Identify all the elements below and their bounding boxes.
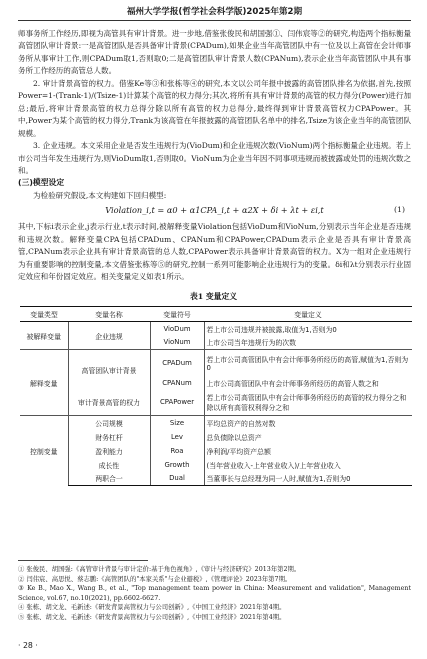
cell-type: 被解释变量 — [20, 322, 68, 350]
cell-name: 公司规模 — [68, 416, 150, 430]
header-variable-definition: 变量定义 — [204, 307, 412, 322]
footnote-item: ③ Ke B., Mao X., Wang B., et al., "Top management team power in China: Measurement and validation", Management Science, vol.67, no.10(2021), pp.6602-6627. — [18, 585, 411, 602]
cell-definition: 净利润/平均资产总额 — [204, 444, 412, 458]
table-row — [20, 472, 412, 486]
cell-symbol: CPADum — [150, 350, 204, 376]
table-row — [20, 458, 412, 472]
equation-number: (1) — [393, 205, 405, 215]
cell-symbol: Size — [150, 416, 204, 430]
header-variable-type: 变量类型 — [20, 307, 68, 322]
cell-definition: 当董事长与总经理为同一人时,赋值为1,否则为0 — [204, 472, 412, 486]
cell-type: 控制变量 — [20, 416, 68, 486]
table-row — [20, 390, 412, 416]
regression-equation — [18, 204, 411, 220]
footnotes — [18, 565, 411, 623]
cell-symbol: Lev — [150, 430, 204, 444]
table-row — [20, 322, 412, 336]
cell-name: 审计背景高管的权力 — [68, 390, 150, 416]
cell-definition: 上市公司高管团队中有会计师事务所经历的高管人数之和 — [204, 376, 412, 390]
cell-name: 高管团队审计背景 — [68, 350, 150, 390]
cell-symbol: Dual — [150, 472, 204, 486]
footnote-item: ④ 张栋、胡文龙、毛新述:《研发背景高管权力与公司创新》,《中国工业经济》2021年第4期。 — [18, 604, 286, 612]
cell-definition: 总负债除以总资产 — [204, 430, 412, 444]
footnote-item: ② 闫伟宸、高思悦、蔡志鹏:《高管团队的"本家关系"与企业避税》,《管理评论》2023年第7期。 — [18, 575, 292, 583]
running-header: 福州大学学报(哲学社会科学版)2025年第2期 — [18, 6, 411, 21]
footnote-item: ① 张俊民、胡国强:《高管审计背景与审计定价:基于角色视角》,《审计与经济研究》2013年第2期。 — [18, 566, 301, 573]
table-row — [20, 350, 412, 376]
cell-definition: 若上市公司高管团队中有会计师事务所经历的高管,赋值为1,否则为0 — [204, 350, 412, 376]
paragraph-executive-power: 2. 审计背景高管的权力。借鉴Ke等③和张栋等④的研究,本文以公司年报中披露的高管团队排名为依据,首先,按照Power=1-(Trank-1)/(Tsize-1)计算某个高管的权力得分;其次,将所有具有审计背景的高管的权力得分(Power)进行加总;最后,将审计背景高管的权力总得分除以所有高管的权力总得分,最终得到审计背景高管权力CPAPower。其中,Power为某个高管的权力得分,Trank为该高管在年报披露的高管团队名单中的排名,Tsize为该企业当年的高管团队规模。 — [18, 78, 411, 138]
cell-type: 解释变量 — [20, 350, 68, 416]
cell-definition: 上市公司当年违规行为的次数 — [204, 336, 412, 350]
cell-definition: (当年营业收入-上年营业收入)/上年营业收入 — [204, 458, 412, 472]
cell-symbol: VioDum — [150, 322, 204, 336]
cell-name: 成长性 — [68, 458, 150, 472]
model-intro: 为检验研究假设,本文构建如下回归模型: — [33, 190, 167, 200]
cell-name: 企业违规 — [68, 322, 150, 350]
footnote-divider — [18, 560, 148, 561]
body-text — [18, 28, 411, 284]
cell-name: 两职合一 — [68, 472, 150, 486]
cell-definition: 平均总资产的自然对数 — [204, 416, 412, 430]
variable-definition-table — [20, 306, 412, 486]
section-title: (三)模型设定 — [18, 178, 65, 188]
table-caption: 表1 变量定义 — [189, 292, 238, 301]
footnote-item: ⑤ 张栋、胡文龙、毛新述:《研发背景高管权力与公司创新》,《中国工业经济》2021年第4期。 — [18, 613, 286, 621]
equation-formula: Violation_i,t = α0 + α1CPA_i,t + α2X + δi + λt + εi,t — [105, 205, 324, 216]
table-header-row — [20, 307, 412, 322]
header-variable-name: 变量名称 — [68, 307, 150, 322]
paragraph-corporate-violation: 3. 企业违规。本文采用企业是否发生违规行为(VioDum)和企业违规次数(VioNum)两个指标衡量企业违规。若上市公司当年发生违规行为,则VioDum取1,否则取0。VioNum为企业当年因不同事项违规而被披露或处罚的违规次数之和。 — [18, 141, 411, 175]
cell-name: 盈利能力 — [68, 444, 150, 458]
paragraph-audit-background: 师事务所工作经历,即视为高管具有审计背景。进一步地,借鉴张俊民和胡国强①、闫伟宸等②的研究,构造两个指标衡量高管团队审计背景:一是高管团队是否具备审计背景(CPADum),如果企业当年高管团队中有一位及以上高管在会计师事务所从事审计工作,则CPADum取1,否则取0;二是高管团队审计背景人数(CPANum),表示企业当年高管团队中具有事务所工作经历的高管总人数。 — [18, 29, 411, 76]
cell-symbol: Roa — [150, 444, 204, 458]
cell-definition: 若上市公司违规并被披露,取值为1,否则为0 — [204, 322, 412, 336]
cell-definition: 若上市公司高管团队中有会计师事务所经历的高管的权力得分之和除以所有高管权利得分之和 — [204, 390, 412, 416]
cell-symbol: CPAPower — [150, 390, 204, 416]
cell-name: 财务杠杆 — [68, 430, 150, 444]
cell-symbol: VioNum — [150, 336, 204, 350]
table-row — [20, 416, 412, 430]
page-number: · 28 · — [18, 641, 38, 650]
cell-symbol: Growth — [150, 458, 204, 472]
header-variable-symbol: 变量符号 — [150, 307, 204, 322]
table-row — [20, 430, 412, 444]
model-explanation: 其中,下标i表示企业,j表示行业,t表示时间,被解释变量Violation包括VioDum和VioNum,分别表示当年企业是否违规和违规次数。解释变量CPA包括CPADum、CPANum和CPAPower,CPADum表示企业是否具有审计背景高管,CPANum表示企业具有审计背景高管的总人数,CPAPower表示具备审计背景高管的权力。X为一组对企业违规行为有重要影响的控制变量,本文借鉴张栋等⑤的研究,控制一系列可能影响企业违规行为的变量。δi和λt分别表示行业固定效应和年份固定效应。相关变量定义如表1所示。 — [18, 222, 411, 282]
table-row — [20, 444, 412, 458]
cell-symbol: CPANum — [150, 376, 204, 390]
